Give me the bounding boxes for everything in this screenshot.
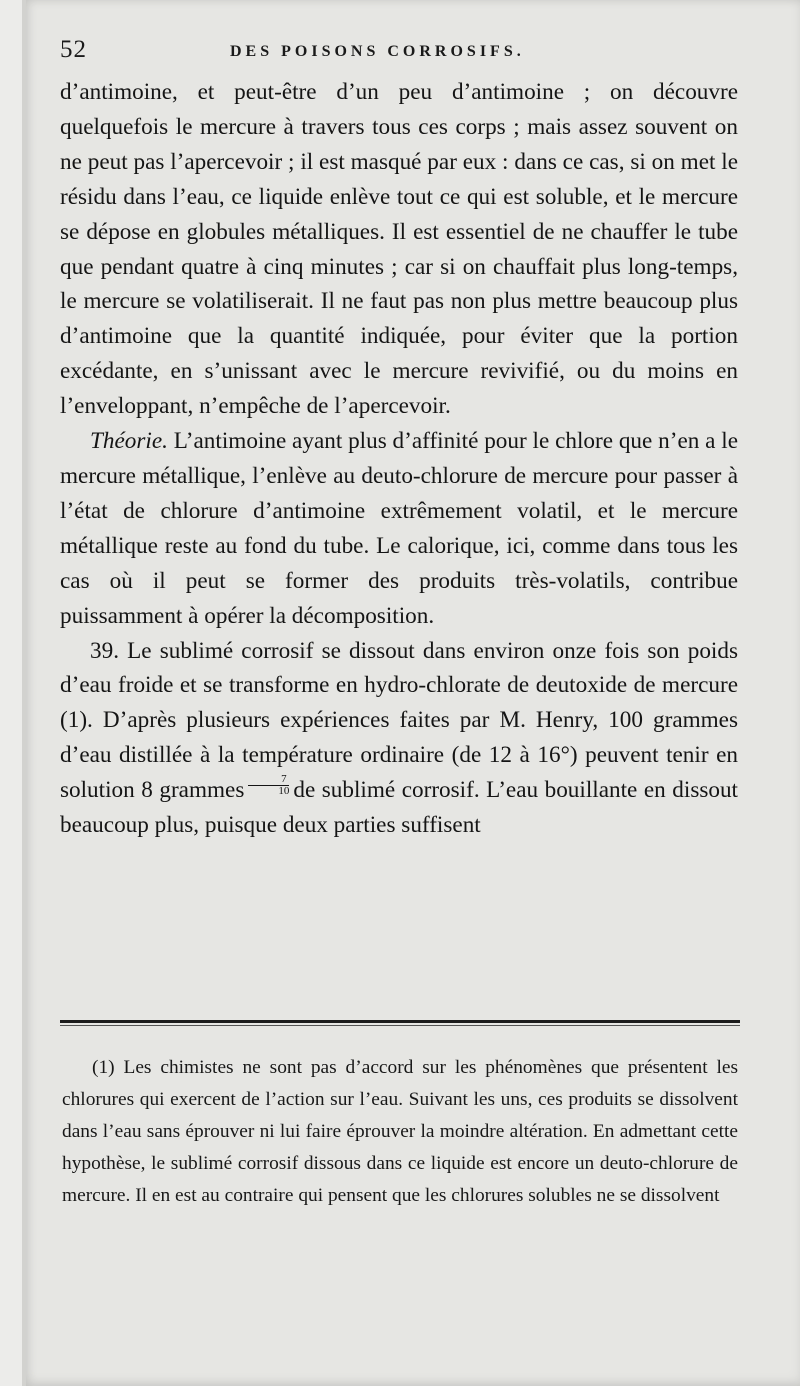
fraction-numerator: 7 (248, 774, 289, 786)
page-binding-edge (22, 0, 26, 1386)
paragraph-39-text-start: 39. Le sublimé corrosif se dissout dans environ onze fois son poids d’eau froide et se transforme en hydro-chlorate de deutoxide de mercure (1). D’après plusieurs expériences faites par M. Henry, 100 grammes d’eau distillée à la température ordinaire (de 12 à 16°) peuvent tenir en solution 8 grammes (60, 637, 738, 804)
main-text (60, 75, 738, 843)
paragraph-39-text-end: de sublimé corrosif. L’eau bouillante en dissout beaucoup plus, puisque deux parties suffisent (60, 777, 738, 839)
footnote (62, 1052, 738, 1212)
running-title: DES POISONS CORROSIFS. (230, 43, 525, 60)
fraction-denominator: 10 (278, 785, 290, 798)
theorie-text: L’antimoine ayant plus d’affinité pour le chlore que n’en a le mercure métallique, l’enlève au deuto-chlorure de mercure pour passer à l’état de chlorure d’antimoine extrêmement volatil, et le mercure métallique reste au fond du tube. Le calorique, ici, comme dans tous les cas où il peut se former des produits très-volatils, contribue puissamment à opérer la décomposition. (60, 428, 738, 629)
page-header (60, 32, 750, 72)
footnote-text: (1) Les chimistes ne sont pas d’accord sur les phénomènes que présentent les chlorures qui exercent de l’action sur l’eau. Suivant les uns, ces produits se dissolvent dans l’eau sans éprouver ni lui faire éprouver la moindre altération. En admettant cette hypothèse, le sublimé corrosif dissous dans ce liquide est encore un deuto-chlorure de mercure. Il en est au contraire qui pensent que les chlorures solubles ne se dissolvent (62, 1057, 738, 1206)
footnote-rule-thick (60, 1020, 740, 1023)
paragraph-theorie (60, 424, 738, 633)
paragraph-continued: d’antimoine, et peut-être d’un peu d’antimoine ; on découvre quelquefois le mercure à travers tous ces corps ; mais assez souvent on ne peut pas l’apercevoir ; il est masqué par eux : dans ce cas, si on met le résidu dans l’eau, ce liquide enlève tout ce qui est soluble, et le mercure se dépose en globules métalliques. Il est essentiel de ne chauffer le tube que pendant quatre à cinq minutes ; car si on chauffait plus long-temps, le mercure se volatiliserait. Il ne faut pas non plus mettre beaucoup plus d’antimoine que la quantité indiquée, pour éviter que la portion excédante, en s’unissant avec le mercure revivifié, ou du moins en l’enveloppant, n’empêche de l’apercevoir. (60, 79, 738, 420)
footnote-rule-thin (60, 1025, 740, 1026)
book-page (22, 0, 800, 1386)
paragraph-39 (60, 634, 738, 843)
theorie-label: Théorie. (90, 428, 168, 455)
fraction-seven-tenths (248, 774, 289, 797)
page-number: 52 (60, 36, 87, 63)
